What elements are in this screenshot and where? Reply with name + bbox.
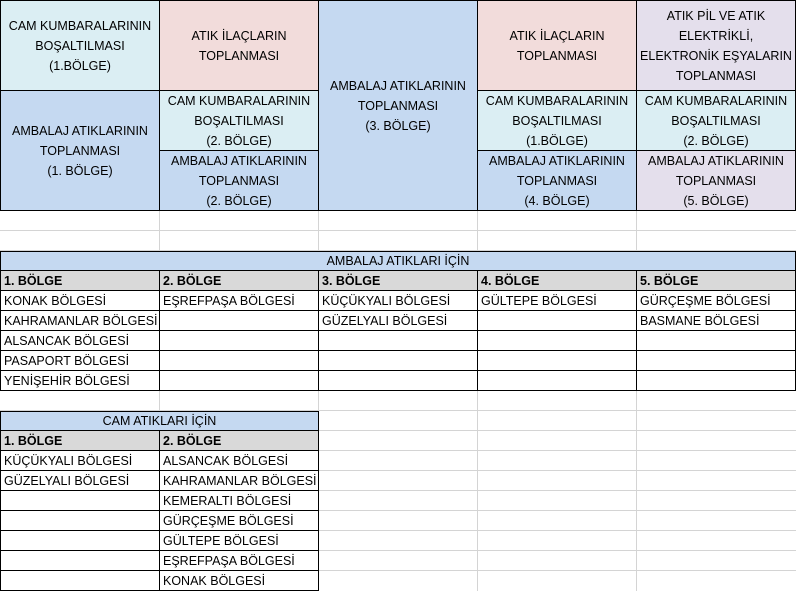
ambalaj-table-cell[interactable] [319, 331, 478, 351]
ambalaj-table-title[interactable] [0, 251, 796, 271]
cam-table-cell[interactable] [160, 451, 319, 471]
cam-table-cell[interactable] [0, 531, 160, 551]
ambalaj-zone-5[interactable] [637, 151, 796, 211]
ambalaj-header-cell[interactable] [319, 271, 478, 291]
ambalaj-table-cell[interactable] [0, 371, 160, 391]
cam-table-cell[interactable] [0, 571, 160, 591]
cam-kumbara-zone-1-label: CAM KUMBARALARININ BOŞALTILMASI (1.BÖLGE) [8, 18, 152, 73]
ambalaj-header-cell-text: 1. BÖLGE [4, 273, 63, 288]
cam-table-cell[interactable] [160, 551, 319, 571]
ambalaj-zone-3-label: AMBALAJ ATIKLARININ TOPLANMASI (3. BÖLGE) [330, 78, 466, 133]
ambalaj-table-cell[interactable] [478, 311, 637, 331]
cam-table-title-text: CAM ATIKLARI İÇİN [102, 414, 217, 428]
cam-table-title[interactable] [0, 411, 319, 431]
ambalaj-table-cell-text: KONAK BÖLGESİ [4, 293, 107, 308]
ambalaj-zone-3[interactable] [319, 0, 478, 211]
atik-ilac-zone-1-label: ATIK İLAÇLARIN TOPLANMASI [191, 28, 287, 63]
cam-kumbara-zone-1b-label: CAM KUMBARALARININ BOŞALTILMASI (1.BÖLGE) [485, 93, 629, 148]
cam-table-cell-text: GÜLTEPE BÖLGESİ [163, 533, 279, 548]
gridline-horizontal [0, 230, 796, 231]
ambalaj-table-cell-text: EŞREFPAŞA BÖLGESİ [163, 293, 295, 308]
cam-table-cell-text: GÜRÇEŞME BÖLGESİ [163, 513, 294, 528]
cam-table-cell[interactable] [160, 471, 319, 491]
ambalaj-table-cell-text: KÜÇÜKYALI BÖLGESİ [322, 293, 451, 308]
ambalaj-table-cell[interactable] [319, 351, 478, 371]
ambalaj-table-cell[interactable] [0, 351, 160, 371]
ambalaj-table-cell-text: ALSANCAK BÖLGESİ [4, 333, 130, 348]
ambalaj-header-cell[interactable] [160, 271, 319, 291]
ambalaj-table-cell[interactable] [319, 311, 478, 331]
ambalaj-header-cell-text: 4. BÖLGE [481, 273, 540, 288]
ambalaj-header-cell[interactable] [0, 271, 160, 291]
atik-pil-zone-label: ATIK PİL VE ATIK ELEKTRİKLİ, ELEKTRONİK EŞYALARIN TOPLANMASI [640, 8, 792, 83]
cam-header-cell-text: 1. BÖLGE [4, 433, 63, 448]
cam-kumbara-zone-2b[interactable] [637, 91, 796, 151]
cam-table-cell[interactable] [0, 471, 160, 491]
ambalaj-table-cell[interactable] [637, 371, 796, 391]
cam-kumbara-zone-2[interactable] [160, 91, 319, 151]
cam-table-cell-text: KAHRAMANLAR BÖLGESİ [163, 473, 317, 488]
ambalaj-table-cell-text: GÜRÇEŞME BÖLGESİ [640, 293, 771, 308]
ambalaj-zone-2[interactable] [160, 151, 319, 211]
ambalaj-table-cell-text: PASAPORT BÖLGESİ [4, 353, 130, 368]
ambalaj-zone-4-label: AMBALAJ ATIKLARININ TOPLANMASI (4. BÖLGE) [489, 153, 625, 208]
ambalaj-header-cell-text: 3. BÖLGE [322, 273, 381, 288]
ambalaj-table-cell-text: BASMANE BÖLGESİ [640, 313, 760, 328]
ambalaj-table-cell[interactable] [637, 351, 796, 371]
cam-header-cell[interactable] [160, 431, 319, 451]
ambalaj-table-cell[interactable] [478, 371, 637, 391]
ambalaj-table-cell[interactable] [319, 291, 478, 311]
atik-ilac-zone-1[interactable] [160, 0, 319, 91]
ambalaj-table-title-text: AMBALAJ ATIKLARI İÇİN [326, 254, 470, 268]
cam-table-cell-text: KEMERALTI BÖLGESİ [163, 493, 292, 508]
cam-table-cell-text: KONAK BÖLGESİ [163, 573, 266, 588]
atik-ilac-zone-2-label: ATIK İLAÇLARIN TOPLANMASI [509, 28, 605, 63]
cam-table-cell[interactable] [160, 511, 319, 531]
cam-table-cell[interactable] [0, 551, 160, 571]
ambalaj-table-cell[interactable] [478, 351, 637, 371]
cam-table-cell[interactable] [160, 491, 319, 511]
cam-table-cell[interactable] [160, 571, 319, 591]
ambalaj-header-cell-text: 5. BÖLGE [640, 273, 699, 288]
ambalaj-table-cell-text: GÜZELYALI BÖLGESİ [322, 313, 448, 328]
ambalaj-table-cell[interactable] [0, 311, 160, 331]
cam-table-cell[interactable] [160, 531, 319, 551]
ambalaj-table-cell[interactable] [478, 291, 637, 311]
cam-kumbara-zone-1[interactable] [0, 0, 160, 91]
ambalaj-table-cell[interactable] [319, 371, 478, 391]
ambalaj-header-cell-text: 2. BÖLGE [163, 273, 222, 288]
ambalaj-table-cell[interactable] [637, 331, 796, 351]
cam-kumbara-zone-1b[interactable] [478, 91, 637, 151]
ambalaj-header-cell[interactable] [478, 271, 637, 291]
cam-table-cell[interactable] [0, 511, 160, 531]
cam-table-cell[interactable] [0, 491, 160, 511]
ambalaj-zone-4[interactable] [478, 151, 637, 211]
ambalaj-zone-5-label: AMBALAJ ATIKLARININ TOPLANMASI (5. BÖLGE) [648, 153, 784, 208]
cam-table-cell-text: ALSANCAK BÖLGESİ [163, 453, 289, 468]
ambalaj-zone-1-label: AMBALAJ ATIKLARININ TOPLANMASI (1. BÖLGE) [12, 123, 148, 178]
ambalaj-header-cell[interactable] [637, 271, 796, 291]
ambalaj-table-cell[interactable] [160, 291, 319, 311]
cam-kumbara-zone-2-label: CAM KUMBARALARININ BOŞALTILMASI (2. BÖLGE) [167, 93, 311, 148]
ambalaj-table-cell[interactable] [160, 311, 319, 331]
cam-table-cell-text: GÜZELYALI BÖLGESİ [4, 473, 130, 488]
cam-table-cell-text: EŞREFPAŞA BÖLGESİ [163, 553, 295, 568]
ambalaj-table-cell[interactable] [160, 371, 319, 391]
ambalaj-table-cell[interactable] [637, 291, 796, 311]
ambalaj-table-cell-text: KAHRAMANLAR BÖLGESİ [4, 313, 158, 328]
ambalaj-table-cell[interactable] [0, 291, 160, 311]
ambalaj-zone-1[interactable] [0, 91, 160, 211]
atik-ilac-zone-2[interactable] [478, 0, 637, 91]
cam-header-cell[interactable] [0, 431, 160, 451]
cam-kumbara-zone-2b-label: CAM KUMBARALARININ BOŞALTILMASI (2. BÖLGE) [644, 93, 788, 148]
cam-table-cell[interactable] [0, 451, 160, 471]
ambalaj-table-cell[interactable] [637, 311, 796, 331]
ambalaj-table-cell-text: GÜLTEPE BÖLGESİ [481, 293, 597, 308]
ambalaj-zone-2-label: AMBALAJ ATIKLARININ TOPLANMASI (2. BÖLGE) [171, 153, 307, 208]
ambalaj-table-cell[interactable] [160, 331, 319, 351]
ambalaj-table-cell-text: YENİŞEHİR BÖLGESİ [4, 373, 130, 388]
ambalaj-table-cell[interactable] [0, 331, 160, 351]
cam-table-cell-text: KÜÇÜKYALI BÖLGESİ [4, 453, 133, 468]
cam-header-cell-text: 2. BÖLGE [163, 433, 222, 448]
ambalaj-table-cell[interactable] [160, 351, 319, 371]
atik-pil-zone[interactable] [637, 0, 796, 91]
ambalaj-table-cell[interactable] [478, 331, 637, 351]
